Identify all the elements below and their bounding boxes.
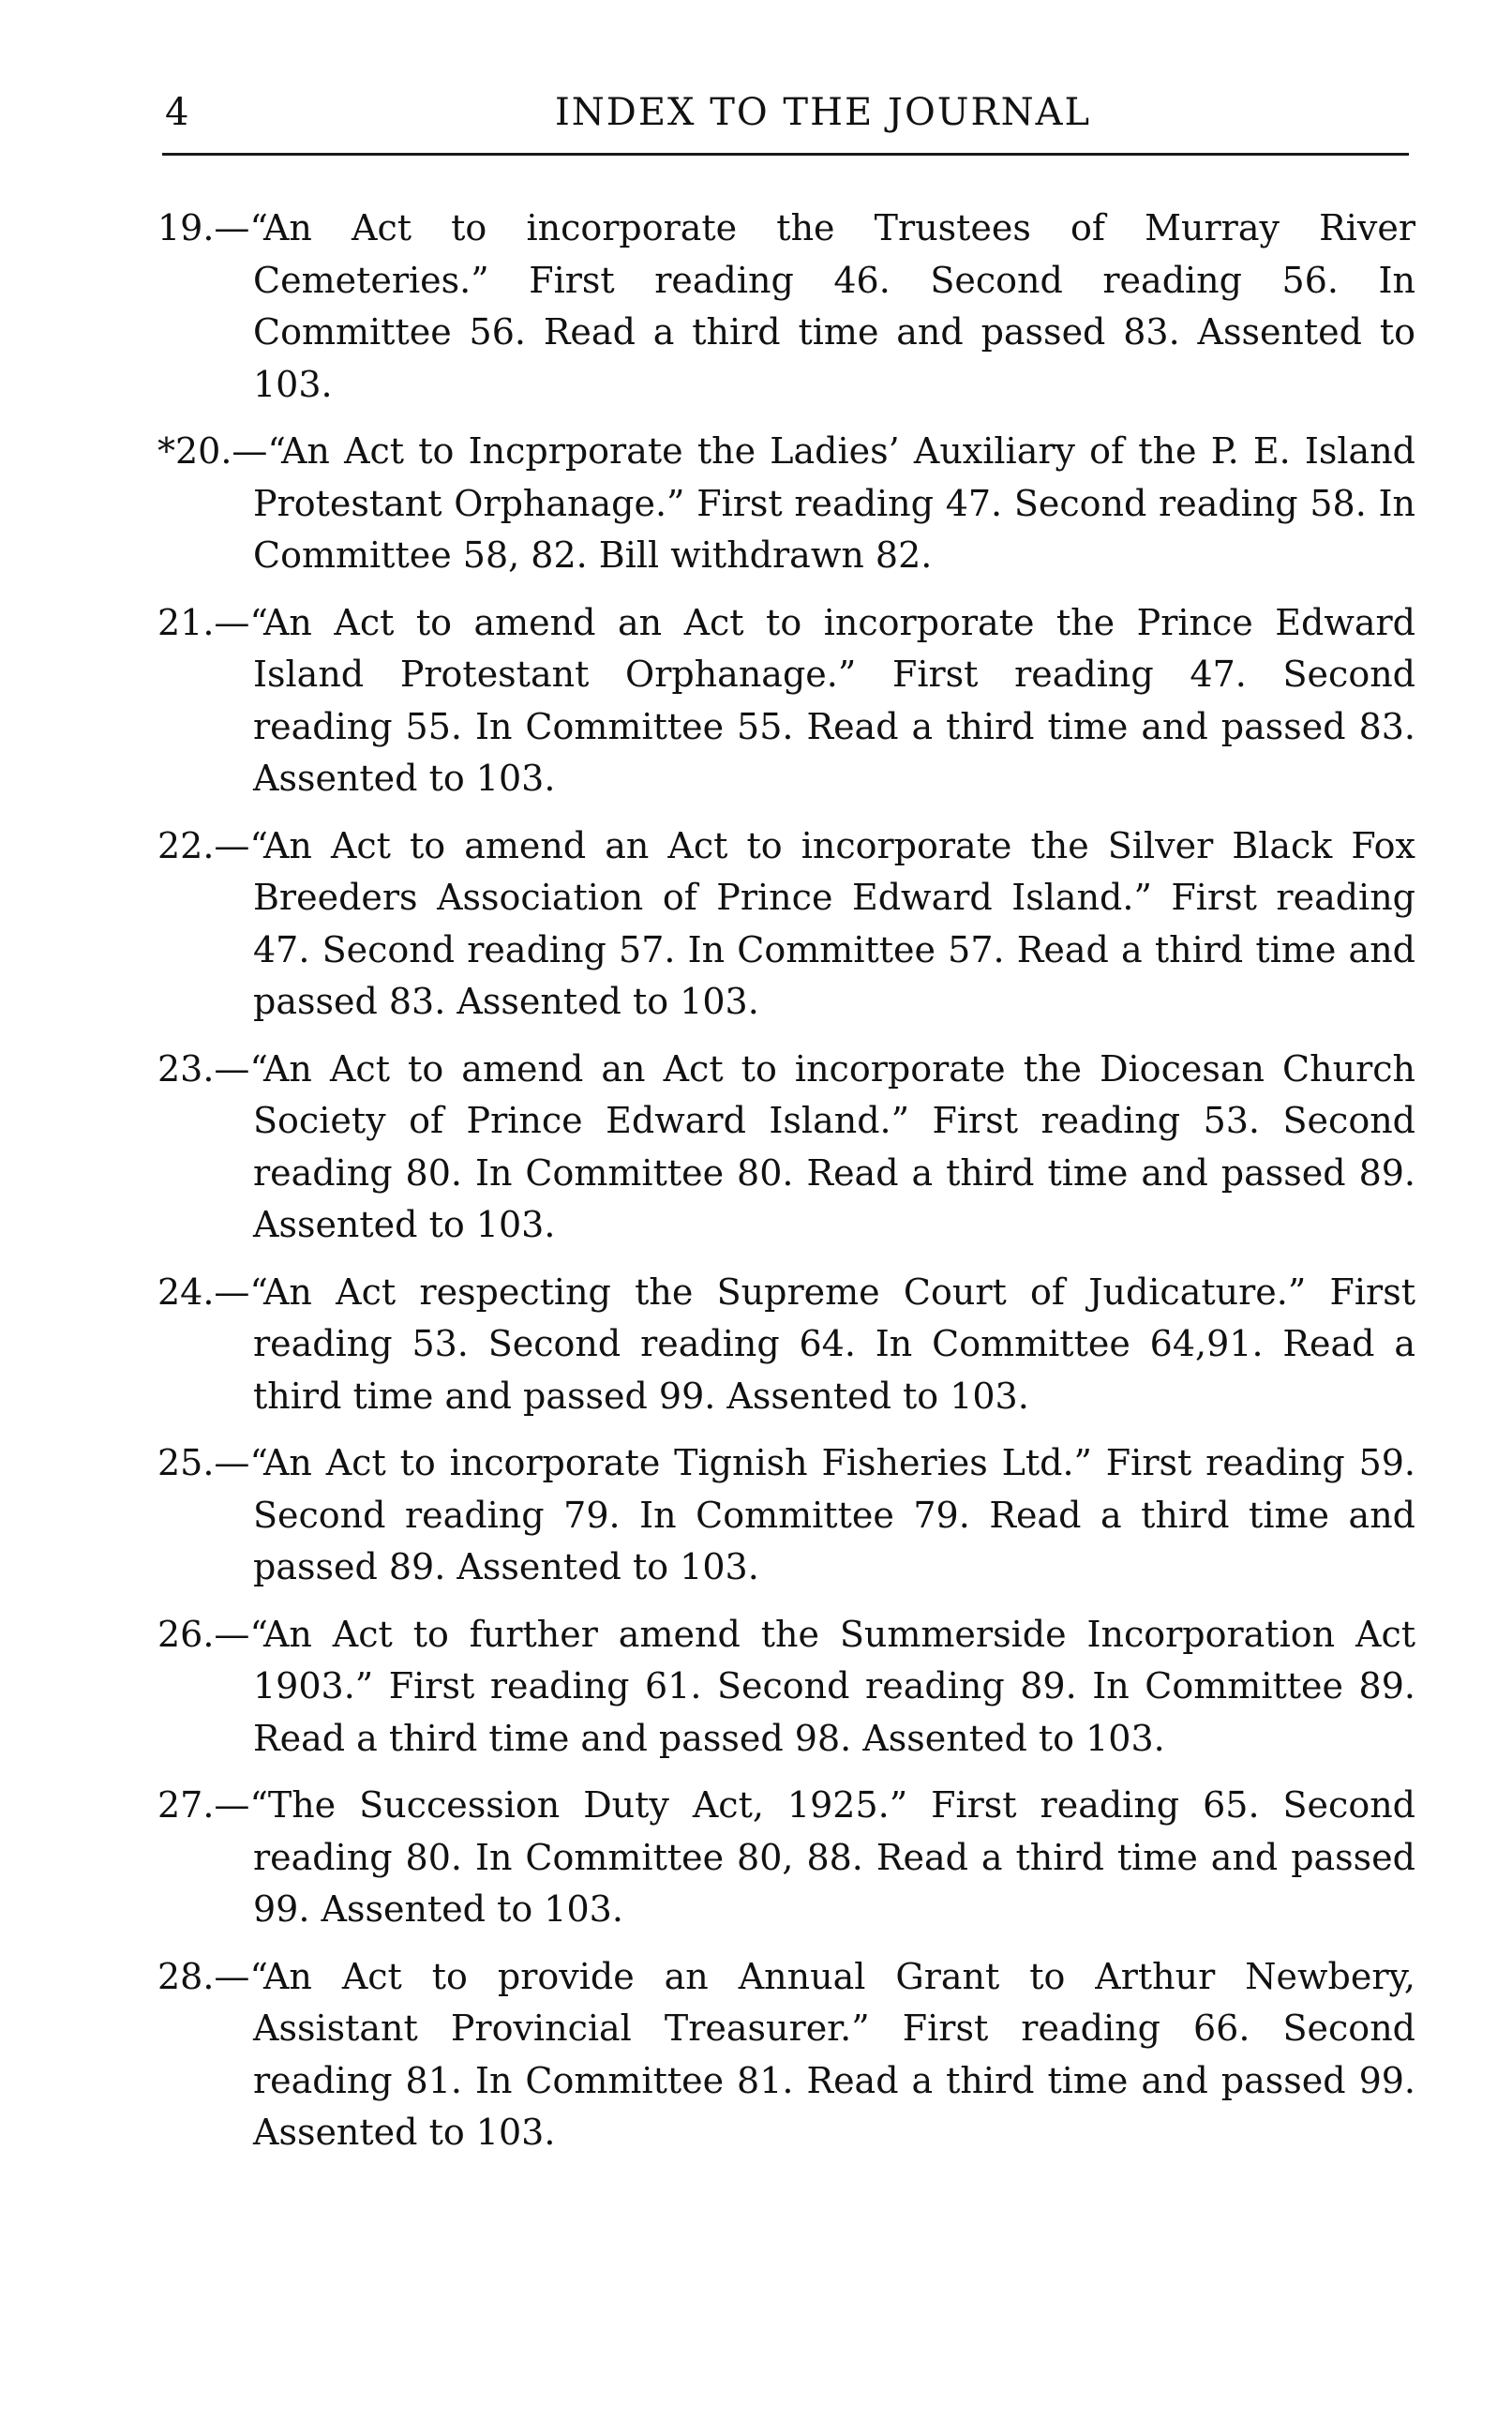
header-rule bbox=[162, 153, 1409, 156]
entry-number: 19.— bbox=[157, 207, 250, 248]
entry-number: 27.— bbox=[157, 1784, 250, 1826]
entry-text: “An Act to incorporate the Trustees of Murray River Cemeteries.” First reading 46. Second reading 56. In Committee 56. Read a third time and passed 83. Assented to 103. bbox=[249, 207, 1415, 405]
index-entry bbox=[155, 1951, 1415, 2159]
index-entry bbox=[155, 820, 1415, 1029]
entry-text: “The Succession Duty Act, 1925.” First reading 65. Second reading 80. In Committee 80, 88. Read a third time and passed 99. Assented to 103. bbox=[249, 1784, 1415, 1930]
entry-text: “An Act to amend an Act to incorporate the Prince Edward Island Protestant Orphanage.” First reading 47. Second reading 55. In Committee 55. Read a third time and passed 83. Assented to 103. bbox=[249, 601, 1415, 799]
entry-text: “An Act to further amend the Summerside Incorporation Act 1903.” First reading 61. Second reading 89. In Committee 89. Read a third time and passed 98. Assented to 103. bbox=[249, 1613, 1415, 1759]
entry-number: 22.— bbox=[157, 824, 250, 866]
running-title: INDEX TO THE JOURNAL bbox=[554, 91, 1092, 134]
entry-text: “An Act to incorporate Tignish Fisheries Ltd.” First reading 59. Second reading 79. In Committee 79. Read a third time and passed 89. Assented to 103. bbox=[249, 1442, 1415, 1587]
index-entry bbox=[155, 1044, 1415, 1252]
entry-number: *20.— bbox=[157, 430, 268, 472]
page-header bbox=[162, 86, 1409, 144]
entry-number: 26.— bbox=[157, 1613, 250, 1655]
entry-text: “An Act to Incprporate the Ladies’ Auxiliary of the P. E. Island Protestant Orphanage.” First reading 47. Second reading 58. In Committee 58, 82. Bill withdrawn 82. bbox=[253, 430, 1415, 576]
entry-number: 28.— bbox=[157, 1955, 250, 1997]
index-entry bbox=[155, 426, 1415, 582]
index-entry bbox=[155, 1609, 1415, 1766]
index-entry bbox=[155, 1267, 1415, 1423]
index-entry bbox=[155, 1780, 1415, 1936]
entry-number: 21.— bbox=[157, 601, 250, 643]
index-entries bbox=[155, 203, 1415, 2174]
index-entry bbox=[155, 203, 1415, 411]
entry-text: “An Act to amend an Act to incorporate the Silver Black Fox Breeders Association of Prince Edward Island.” First reading 47. Second reading 57. In Committee 57. Read a third time and passed 83. Assented to 103. bbox=[249, 824, 1415, 1022]
index-entry bbox=[155, 597, 1415, 805]
entry-text: “An Act to provide an Annual Grant to Arthur Newbery, Assistant Provincial Treasurer.” First reading 66. Second reading 81. In Committee 81. Read a third time and passed 99. Assented to 103. bbox=[249, 1955, 1415, 2153]
entry-text: “An Act respecting the Supreme Court of Judicature.” First reading 53. Second reading 64. In Committee 64,91. Read a third time and passed 99. Assented to 103. bbox=[249, 1271, 1415, 1417]
entry-text: “An Act to amend an Act to incorporate the Diocesan Church Society of Prince Edward Island.” First reading 53. Second reading 80. In Committee 80. Read a third time and passed 89. Assented to 103. bbox=[249, 1047, 1415, 1245]
entry-number: 24.— bbox=[157, 1271, 250, 1313]
entry-number: 25.— bbox=[157, 1442, 250, 1483]
index-entry bbox=[155, 1437, 1415, 1594]
page-number: 4 bbox=[165, 91, 189, 134]
entry-number: 23.— bbox=[157, 1047, 250, 1090]
